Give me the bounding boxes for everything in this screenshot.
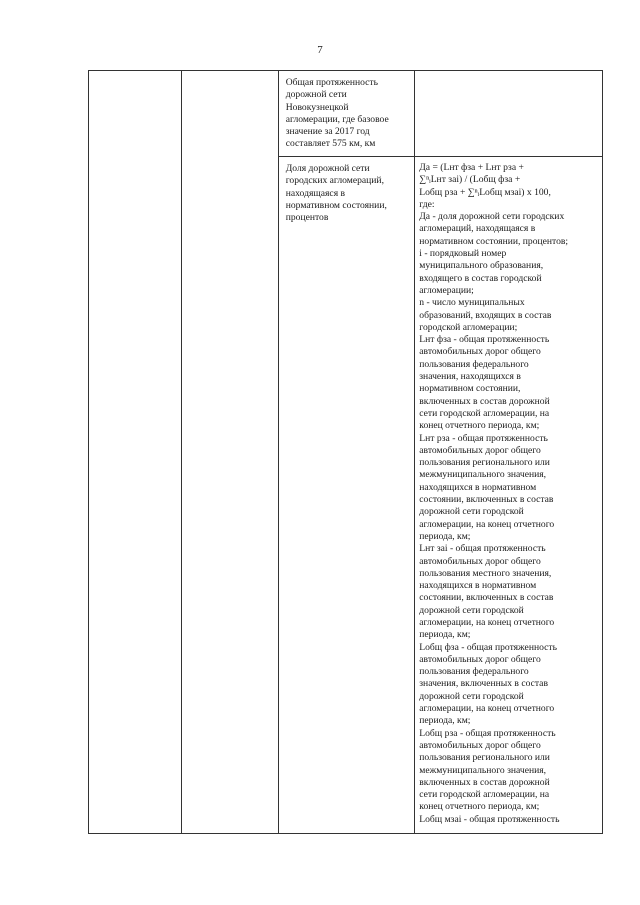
definition-line: пользования регионального или	[419, 457, 550, 469]
text-line: агломерации, где базовое	[285, 113, 389, 125]
definition-line: периода, км;	[419, 629, 471, 641]
definition-line: пользования федерального	[419, 358, 529, 370]
formula-cell	[415, 157, 603, 834]
text-line: Да = (Lнт фза + Lнт рза +	[419, 162, 524, 173]
definition-line: автомобильных дорог общего	[419, 346, 541, 358]
definition-line: агломерации, на конец отчетного	[419, 616, 555, 628]
definition-line: Lнт фза - общая протяженность	[419, 334, 550, 346]
table-row	[89, 71, 603, 157]
definition-line: конец отчетного периода, км;	[419, 420, 540, 432]
definition-line: Lнт рза - общая протяженность	[419, 432, 548, 444]
definition-line: пользования регионального или	[419, 752, 550, 764]
definition-line: агломерации, на конец отчетного	[419, 518, 555, 530]
definition-item	[419, 334, 598, 432]
definition-line: автомобильных дорог общего	[419, 555, 541, 567]
definition-line: агломераций, находящаяся в	[419, 223, 536, 235]
definition-line: периода, км;	[419, 715, 471, 727]
definition-line: Lобщ мзai - общая протяженность	[419, 813, 560, 825]
definition-line: Lобщ рза - общая протяженность	[419, 727, 556, 739]
indicator-text	[279, 71, 415, 151]
definition-line: i - порядковый номер	[419, 248, 507, 260]
definition-line: значения, включенных в состав	[419, 678, 548, 690]
indicator-cell	[278, 157, 415, 834]
text-line: нормативном состоянии,	[285, 199, 387, 211]
definition-line: межмуниципального значения,	[419, 469, 547, 481]
definition-line: находящихся в нормативном	[419, 481, 537, 493]
text-line: находящаяся в	[285, 187, 346, 199]
definition-line: состоянии, включенных в состав	[419, 494, 554, 506]
definition-line: агломерации;	[419, 284, 474, 296]
formula-cell	[415, 71, 603, 157]
definition-item	[419, 814, 598, 826]
definition-list	[419, 211, 598, 826]
definition-line: дорожной сети городской	[419, 506, 524, 518]
definition-line: межмуниципального значения,	[419, 764, 547, 776]
definition-line: образований, входящих в состав	[419, 309, 552, 321]
definition-line: включенных в состав дорожной	[419, 776, 550, 788]
definition-line: нормативном состоянии,	[419, 383, 521, 395]
indicator-cell	[278, 71, 415, 157]
definition-line: входящего в состав городской	[419, 272, 542, 284]
definition-item	[419, 728, 598, 814]
definition-line: сети городской агломерации, на	[419, 789, 550, 801]
text-line: дорожной сети	[285, 89, 347, 101]
definition-line: сети городской агломерации, на	[419, 407, 550, 419]
text-line: Доля дорожной сети	[285, 163, 370, 174]
definition-line: пользования местного значения,	[419, 567, 552, 579]
text-line: Новокузнецкой	[285, 101, 349, 113]
definition-line: находящихся в нормативном	[419, 580, 537, 592]
table-cell-empty	[89, 71, 182, 834]
definition-line: значения, находящихся в	[419, 371, 521, 383]
definition-line: нормативном состоянии, процентов;	[419, 235, 569, 247]
definition-line: автомобильных дорог общего	[419, 444, 541, 456]
text-line: составляет 575 км, км	[285, 138, 376, 150]
page-number: 7	[317, 44, 323, 56]
definition-line: конец отчетного периода, км;	[419, 801, 540, 813]
definition-line: включенных в состав дорожной	[419, 395, 550, 407]
definition-item	[419, 642, 598, 728]
definition-item	[419, 248, 598, 297]
definition-item	[419, 543, 598, 641]
definition-item	[419, 211, 598, 248]
definition-line: пользования федерального	[419, 666, 529, 678]
definition-line: дорожной сети городской	[419, 604, 524, 616]
text-line: ∑ⁿᵢLнт зai) / (Lобщ фза +	[419, 174, 521, 186]
text-line: Общая протяженность	[285, 77, 378, 88]
definition-line: Lнт зai - общая протяженность	[419, 543, 546, 555]
definition-item	[419, 433, 598, 544]
definition-line: состоянии, включенных в состав	[419, 592, 554, 604]
table-cell-empty	[182, 71, 278, 834]
definition-line: автомобильных дорог общего	[419, 739, 541, 751]
text-line: где:	[419, 198, 435, 210]
definition-line: Lобщ фза - общая протяженность	[419, 641, 557, 653]
definition-line: n - число муниципальных	[419, 297, 525, 309]
text-line: значение за 2017 год	[285, 126, 370, 138]
definition-line: муниципального образования,	[419, 260, 544, 272]
text-line: городских агломераций,	[285, 175, 384, 187]
text-line: процентов	[285, 212, 329, 224]
definition-line: агломерации, на конец отчетного	[419, 703, 555, 715]
definition-line: периода, км;	[419, 530, 471, 542]
definition-line: дорожной сети городской	[419, 690, 524, 702]
definition-line: городской агломерации;	[419, 321, 518, 333]
definition-item	[419, 297, 598, 334]
definition-line: Да - доля дорожной сети городских	[419, 211, 565, 223]
formula-text	[419, 162, 598, 211]
indicator-text	[279, 157, 415, 224]
text-line: Lобщ рза + ∑ⁿᵢLобщ мзai) x 100,	[419, 186, 551, 198]
indicator-table	[88, 70, 603, 834]
definition-line: автомобильных дорог общего	[419, 653, 541, 665]
